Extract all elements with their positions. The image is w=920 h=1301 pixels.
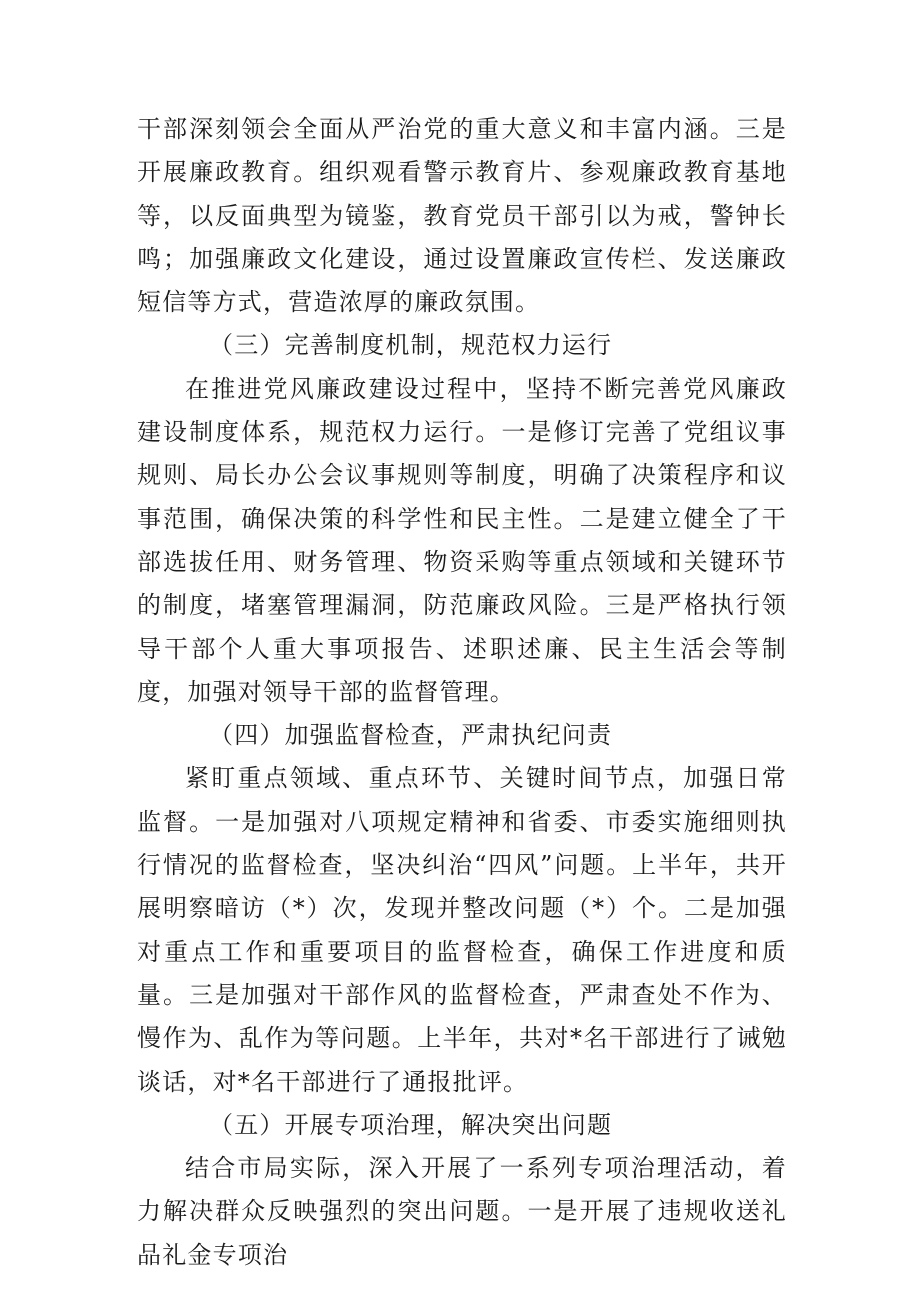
body-paragraph: 紧盯重点领域、重点环节、关键时间节点，加强日常监督。一是加强对八项规定精神和省委、市委实施细则执行情况的监督检查，坚决纠治“四风”问题。上半年，共开展明察暗访（*）次，发现并整改问题（*）个。二是加强对重点工作和重要项目的监督检查，确保工作进度和质量。三是加强对干部作风的监督检查，严肃查处不作为、慢作为、乱作为等问题。上半年，共对*名干部进行了诫勉谈话，对*名干部进行了通报批评。: [137, 764, 787, 1096]
section-heading: （三）完善制度机制，规范权力运行: [209, 331, 613, 360]
body-paragraph: 结合市局实际，深入开展了一系列专项治理活动，着力解决群众反映强烈的突出问题。一是开展了违规收送礼品礼金专项治: [137, 1154, 787, 1269]
body-paragraph: 在推进党风廉政建设过程中，坚持不断完善党风廉政建设制度体系，规范权力运行。一是修订完善了党组议事规则、局长办公会议事规则等制度，明确了决策程序和议事范围，确保决策的科学性和民主性。二是建立健全了干部选拔任用、财务管理、物资采购等重点领域和关键环节的制度，堵塞管理漏洞，防范廉政风险。三是严格执行领导干部个人重大事项报告、述职述廉、民主生活会等制度，加强对领导干部的监督管理。: [137, 374, 787, 706]
document-body: [137, 108, 787, 1277]
section-heading: （四）加强监督检查，严肃执纪问责: [209, 721, 613, 750]
body-paragraph: 干部深刻领会全面从严治党的重大意义和丰富内涵。三是开展廉政教育。组织观看警示教育片、参观廉政教育基地等，以反面典型为镜鉴，教育党员干部引以为戒，警钟长鸣；加强廉政文化建设，通过设置廉政宣传栏、发送廉政短信等方式，营造浓厚的廉政氛围。: [137, 115, 787, 317]
section-heading: （五）开展专项治理，解决突出问题: [209, 1110, 613, 1139]
